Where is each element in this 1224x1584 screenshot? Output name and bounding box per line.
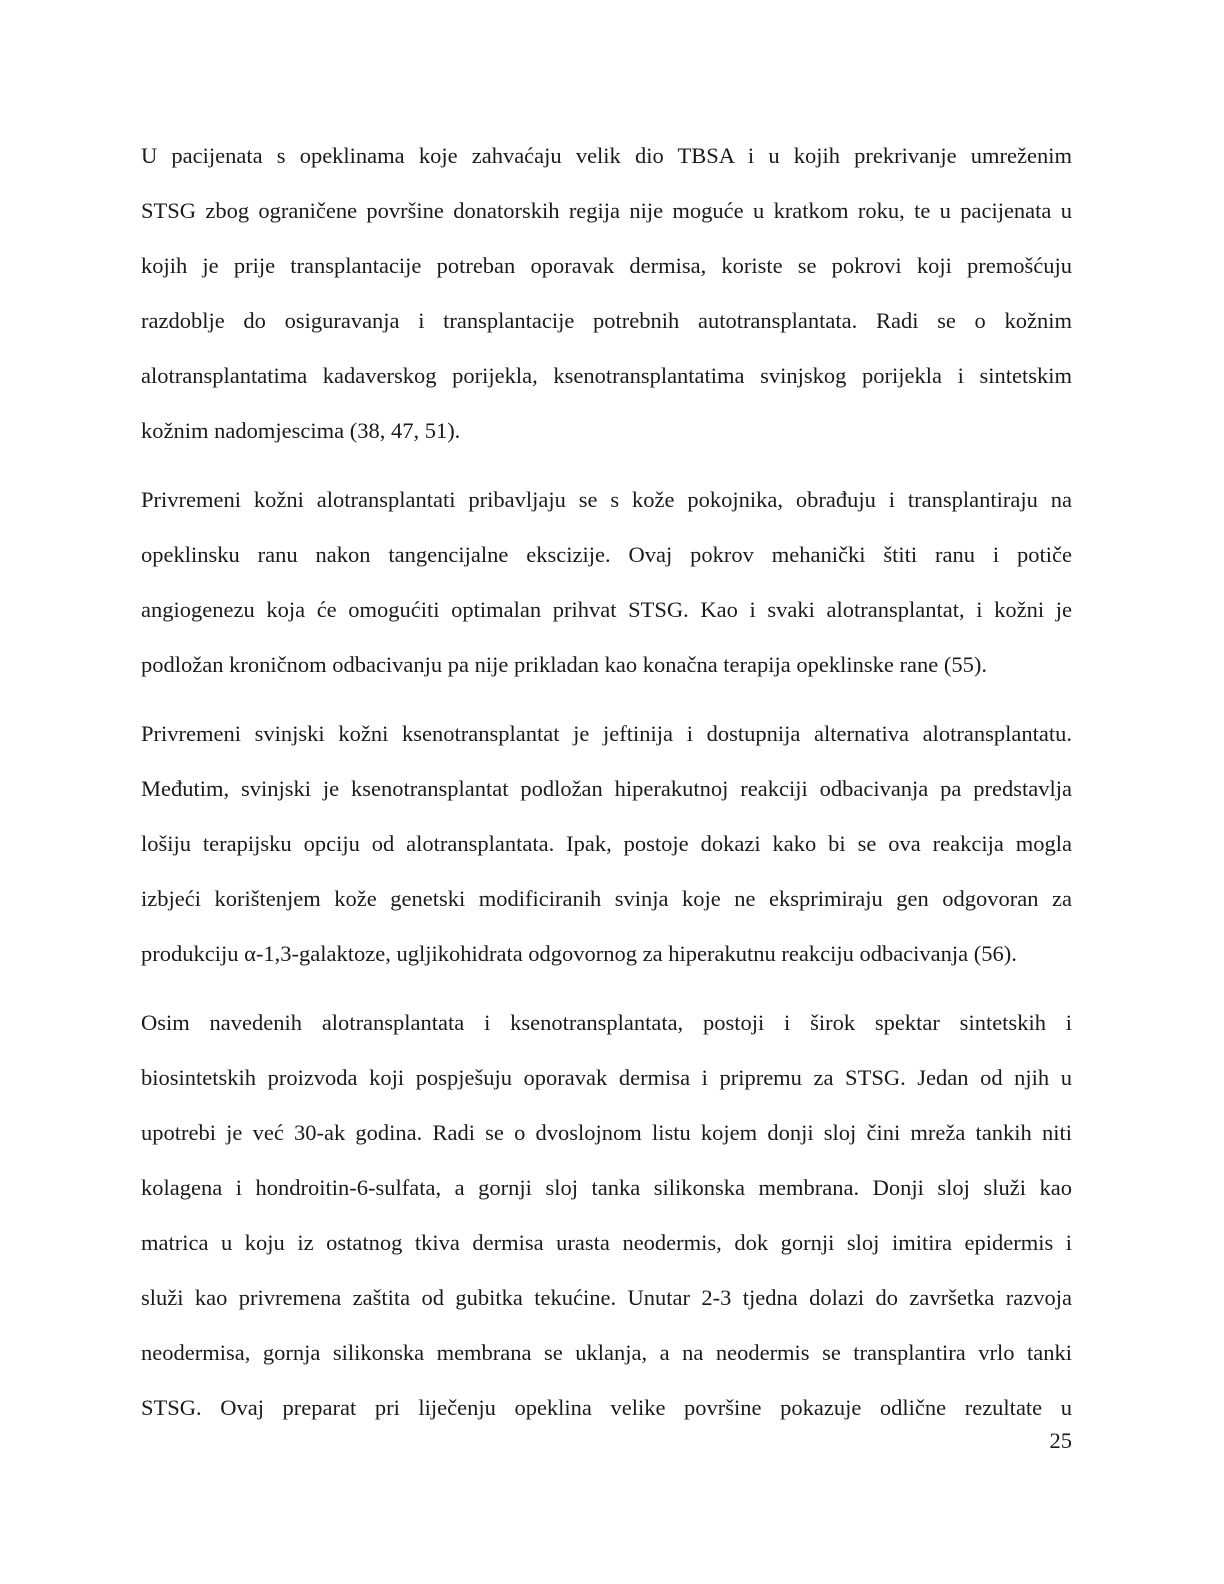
text-line: STSG. Ovaj preparat pri liječenju opeklina velike površine pokazuje odlične rezultate u	[141, 1395, 1072, 1420]
text-line: Međutim, svinjski je ksenotransplantat podložan hiperakutnoj reakciji odbacivanja pa predstavlja	[141, 776, 1072, 801]
text-line: lošiju terapijsku opciju od alotransplantata. Ipak, postoje dokazi kako bi se ova reakcija mogla	[141, 831, 1072, 856]
text-line: neodermisa, gornja silikonska membrana se uklanja, a na neodermis se transplantira vrlo tanki	[141, 1340, 1072, 1365]
text-line: Privremeni svinjski kožni ksenotransplantat je jeftinija i dostupnija alternativa alotransplantatu.	[141, 721, 1072, 746]
text-line: matrica u koju iz ostatnog tkiva dermisa urasta neodermis, dok gornji sloj imitira epidermis i	[141, 1230, 1072, 1255]
text-line: angiogenezu koja će omogućiti optimalan prihvat STSG. Kao i svaki alotransplantat, i kožni je	[141, 597, 1072, 622]
paragraph-3	[141, 706, 1072, 981]
text-line: biosintetskih proizvoda koji pospješuju oporavak dermisa i pripremu za STSG. Jedan od njih u	[141, 1065, 1072, 1090]
text-line: upotrebi je već 30-ak godina. Radi se o dvoslojnom listu kojem donji sloj čini mreža tankih niti	[141, 1120, 1072, 1145]
text-line: Osim navedenih alotransplantata i ksenotransplantata, postoji i širok spektar sintetskih i	[141, 1010, 1072, 1035]
paragraph-4	[141, 995, 1072, 1435]
text-line: alotransplantatima kadaverskog porijekla, ksenotransplantatima svinjskog porijekla i sintetskim	[141, 363, 1072, 388]
text-line: kožnim nadomjescima (38, 47, 51).	[141, 418, 461, 443]
text-line: kolagena i hondroitin-6-sulfata, a gornji sloj tanka silikonska membrana. Donji sloj služi kao	[141, 1175, 1072, 1200]
paragraph-2	[141, 472, 1072, 692]
text-line: STSG zbog ograničene površine donatorskih regija nije moguće u kratkom roku, te u pacijenata u	[141, 198, 1072, 223]
text-line: U pacijenata s opeklinama koje zahvaćaju velik dio TBSA i u kojih prekrivanje umreženim	[141, 143, 1072, 168]
text-line: podložan kroničnom odbacivanju pa nije prikladan kao konačna terapija opeklinske rane (55).	[141, 652, 987, 677]
text-line: služi kao privremena zaštita od gubitka tekućine. Unutar 2-3 tjedna dolazi do završetka razvoja	[141, 1285, 1072, 1310]
text-line: opeklinsku ranu nakon tangencijalne ekscizije. Ovaj pokrov mehanički štiti ranu i potiče	[141, 542, 1072, 567]
body-text	[141, 128, 1072, 1449]
text-line: izbjeći korištenjem kože genetski modificiranih svinja koje ne eksprimiraju gen odgovoran za	[141, 886, 1072, 911]
text-line: produkciju α-1,3-galaktoze, ugljikohidrata odgovornog za hiperakutnu reakciju odbacivanja (56).	[141, 941, 1017, 966]
text-line: kojih je prije transplantacije potreban oporavak dermisa, koriste se pokrovi koji premošćuju	[141, 253, 1072, 278]
text-line: Privremeni kožni alotransplantati pribavljaju se s kože pokojnika, obrađuju i transplantiraju na	[141, 487, 1072, 512]
paragraph-1	[141, 128, 1072, 458]
page-number: 25	[1049, 1428, 1072, 1453]
text-line: razdoblje do osiguravanja i transplantacije potrebnih autotransplantata. Radi se o kožnim	[141, 308, 1072, 333]
